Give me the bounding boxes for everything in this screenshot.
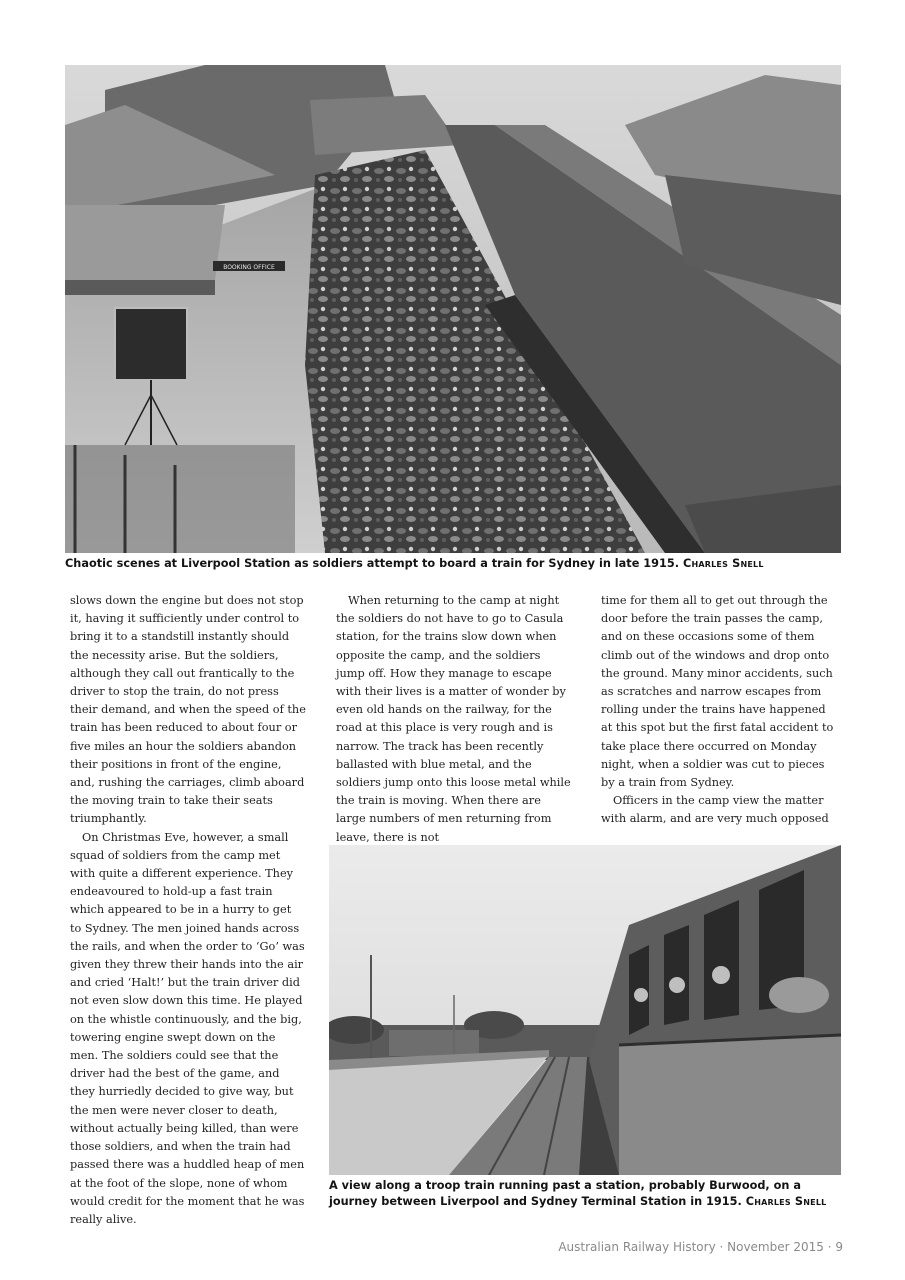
paragraph: When returning to the camp at night the soldiers do not have to go to Casula station, for the trains slow down when opposite the camp, and the soldiers jump off. How they manage to escape with their lives is a matter of wonder by even old hands on the railway, for the road at this place is very rough and is narrow. The track has been recently ballasted with blue metal, and the soldiers jump onto this loose metal while the train is moving. When there are large numbers of men returning from leave, there is not: [336, 594, 571, 844]
photo-troop-train-image: [329, 845, 841, 1175]
photo-credit: Charles Snell: [745, 1194, 827, 1208]
photo-credit: Charles Snell: [682, 557, 764, 570]
photo-troop-train-caption: [329, 1178, 841, 1209]
caption-text: A view along a troop train running past a station, probably Burwood, on a journey between Liverpool and Sydney Terminal Station in 1915.: [329, 1179, 802, 1208]
article-column-1: [70, 592, 306, 1229]
page-footer: [558, 1240, 843, 1254]
paragraph: Officers in the camp view the matter with alarm, and are very much opposed: [601, 794, 829, 826]
article-column-3: [601, 592, 837, 829]
photo-liverpool-caption: [65, 556, 855, 572]
caption-text: Chaotic scenes at Liverpool Station as soldiers attempt to board a train for Sydney in late 1915.: [65, 557, 680, 570]
article-column-2: [336, 592, 572, 847]
photo-liverpool-station: [65, 65, 841, 553]
publication-info: Australian Railway History · November 2015 ·: [558, 1240, 836, 1254]
paragraph: slows down the engine but does not stop it, having it sufficiently under control to bring it to a standstill instantly should the necessity arise. But the soldiers, although they call out frantically to the driver to stop the train, do not press their demand, and when the speed of the train has been reduced to about four or five miles an hour the soldiers abandon their positions in front of the engine, and, rushing the carriages, climb aboard the moving train to take their seats triumphantly.: [70, 594, 306, 826]
photo-troop-train: [329, 845, 841, 1175]
paragraph: time for them all to get out through the door before the train passes the camp, and on these occasions some of them climb out of the windows and drop onto the ground. Many minor accidents, such as scratches and narrow escapes from rolling under the trains have happened at this spot but the first fatal accident to take place there occurred on Monday night, when a soldier was cut to pieces by a train from Sydney.: [601, 594, 834, 790]
page-number: 9: [835, 1240, 843, 1254]
photo-liverpool-station-image: [65, 65, 841, 553]
paragraph: On Christmas Eve, however, a small squad of soldiers from the camp met with quite a different experience. They endeavoured to hold-up a fast train which appeared to be in a hurry to get to Sydney. The men joined hands across the rails, and when the order to ‘Go’ was given they threw their hands into the air and cried ‘Halt!’ but the train driver did not even slow down this time. He played on the whistle continuously, and the big, towering engine swept down on the men. The soldiers could see that the driver had the best of the game, and they hurriedly decided to give way, but the men were never closer to death, without actually being killed, than were those soldiers, and when the train had passed there was a huddled heap of men at the foot of the slope, none of whom would credit for the moment that he was really alive.: [70, 830, 305, 1226]
booking-office-sign: BOOKING OFFICE: [223, 264, 275, 271]
